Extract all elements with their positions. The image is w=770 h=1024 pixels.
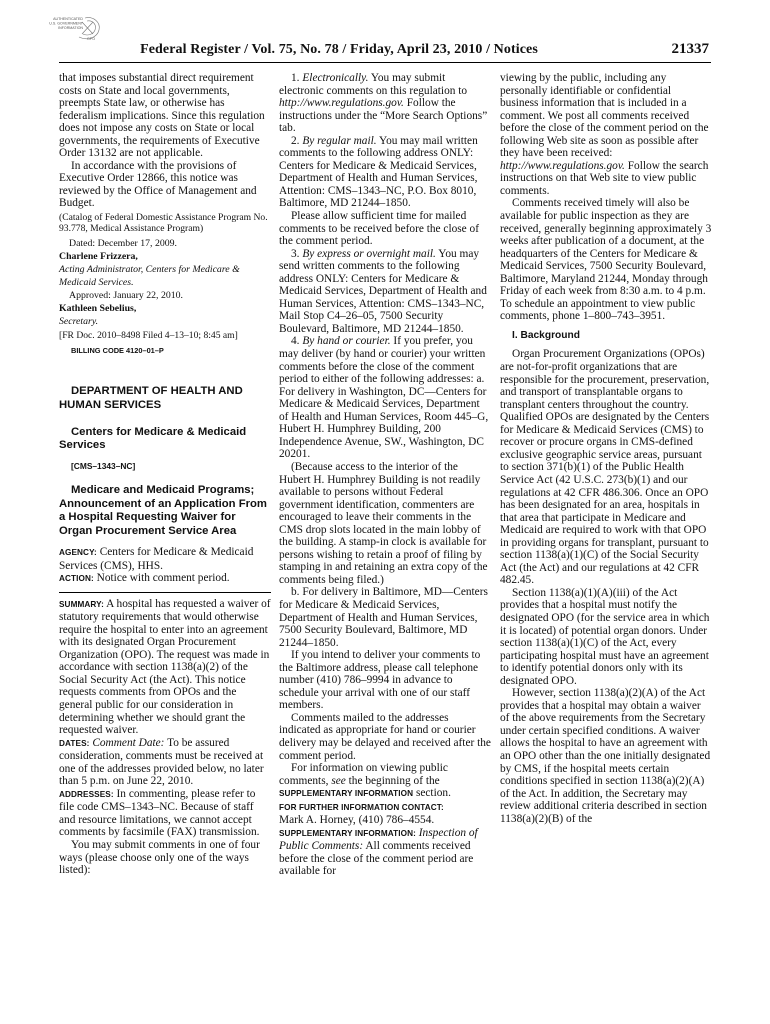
info-text: the beginning of the xyxy=(348,774,440,787)
item-text: Follow the instructions under the “More Search Options” tab. xyxy=(279,97,488,135)
paragraph: You may submit comments in one of four ways (please choose only one of the ways listed): xyxy=(59,839,260,877)
item-number: 4. xyxy=(291,335,300,348)
addresses-label: ADDRESSES: xyxy=(59,789,114,799)
agency-field xyxy=(59,546,271,572)
item-label: By express or overnight mail. xyxy=(302,247,436,260)
docket-number: [CMS–1343–NC] xyxy=(71,460,136,471)
action-field xyxy=(59,572,271,586)
paragraph: Section 1138(a)(1)(A)(iii) of the Act provides that a hospital must notify the designated OPO (for the service area in which it is located) of potential organ donors. Under section 1138(a)(1)(C) of the Act, every participating hospital must have an agreement to identify potential donors only with its designated OPO. xyxy=(500,586,710,687)
contact-text: Mark A. Horney, (410) 786–4554. xyxy=(279,814,435,827)
submission-method-mail xyxy=(279,135,491,210)
item-label: By regular mail. xyxy=(302,134,377,147)
info-text: section. xyxy=(415,787,451,800)
gpo-authentication-seal xyxy=(27,14,105,42)
signer-title: Acting Administrator, Centers for Medicare & Medicaid Services. xyxy=(59,264,240,289)
supplementary-text: All comments received before the close of the comment period are available for xyxy=(279,840,474,878)
page-header xyxy=(59,40,711,63)
item-number: 1. xyxy=(291,72,300,84)
summary-label: SUMMARY: xyxy=(59,599,104,609)
catalog-note: (Catalog of Federal Domestic Assistance Program No. 93.778, Medical Assistance Program) xyxy=(59,212,268,235)
department-heading: DEPARTMENT OF HEALTH AND HUMAN SERVICES xyxy=(59,385,243,411)
fr-doc-line: [FR Doc. 2010–8498 Filed 4–13–10; 8:45 am] xyxy=(59,330,238,342)
regulations-link[interactable]: http://www.regulations.gov. xyxy=(500,159,625,172)
paragraph xyxy=(500,72,712,197)
running-head: Federal Register / Vol. 75, No. 78 / Friday, April 23, 2010 / Notices xyxy=(140,42,538,57)
paragraph: Comments received timely will also be available for public inspection as they are received, generally beginning approximately 3 weeks after publication of a document, at the headquarters of the Centers for Medicare & Medicaid Services, 7500 Security Boulevard, Baltimore, Maryland 21244, Monday through Friday of each week from 8:30 a.m. to 4 p.m. To schedule an appointment to view public comments, phone 1–800–743–3951. xyxy=(500,197,712,323)
seal-line-1: AUTHENTICATED xyxy=(53,17,83,21)
paragraph: However, section 1138(a)(2)(A) of the Act provides that a hospital may obtain a waiver of the above requirements from the Secretary under certain specified conditions. A waiver allows the hospital to have an agreement with an OPO other than the one initially designated by CMS, if the hospital meets certain conditions specified in section 1138(a)(2)(A) of the Act. In addition, the Secretary may review additional criteria described in section 1138(a)(2)(B) of the xyxy=(500,687,711,825)
billing-code: BILLING CODE 4120–01–P xyxy=(71,345,164,355)
item-text: You may mail written comments to the following address ONLY: Centers for Medicare & Medicaid Services, Department of Health and Human Services, Attention: CMS–1343–NC, P.O. Box 8010, Baltimore, MD 21244–1850. xyxy=(279,134,478,210)
seal-line-3: INFORMATION xyxy=(58,26,83,30)
divider xyxy=(59,592,271,593)
approved-line: Approved: January 22, 2010. xyxy=(69,290,184,302)
item-text: You may send written comments to the following address ONLY: Centers for Medicare & Medicaid Services, Department of Health and Human Services, Attention: CMS–1343–NC, Mail Stop C4–26–05, 7500 Security Boulevard, Baltimore, MD 21244–1850. xyxy=(279,247,487,335)
action-text: Notice with comment period. xyxy=(96,572,230,585)
notice-title: Medicare and Medicaid Programs; Announcement of an Application From a Hospital Requesting Waiver for Organ Procurement Service Area xyxy=(59,484,267,537)
signer-title: Secretary. xyxy=(59,316,99,328)
paragraph-text: viewing by the public, including any personally identifiable or confidential business information that is included in a comment. We post all comments received before the close of the comment period on the following Web site as soon as possible after they have been received: xyxy=(500,72,709,160)
paragraph: If you intend to deliver your comments to the Baltimore address, please call telephone number (410) 786–9994 in advance to schedule your arrival with one of our staff members. xyxy=(279,649,481,712)
column-2 xyxy=(279,72,491,878)
submission-method-hand xyxy=(279,335,491,460)
item-label: By hand or courier. xyxy=(302,335,391,348)
info-text: For information on viewing public comments, xyxy=(279,762,448,787)
dates-field xyxy=(59,737,271,788)
dates-label: DATES: xyxy=(59,738,90,748)
seal-line-4: GPO xyxy=(87,37,95,41)
paragraph: that imposes substantial direct requirement costs on State and local governments, preempts State law, or otherwise has federalism implications. Since this regulation does not impose any costs on State or local governments, the requirements of Executive Order 13132 are not applicable. xyxy=(59,72,265,160)
item-text: If you prefer, you may deliver (by hand or courier) your written comments before the close of the comment period to either of the following addresses: a. For delivery in Washington, DC—Centers for Medicare & Medicaid Services, Department of Health and Human Services, Room 445–G, Hubert H. Humphrey Building, 200 Independence Avenue, SW., Washington, DC 20201. xyxy=(279,335,489,461)
action-label: ACTION: xyxy=(59,574,94,584)
contact-label: FOR FURTHER INFORMATION CONTACT: xyxy=(279,802,444,812)
item-number: 2. xyxy=(291,134,300,147)
public-comments-info xyxy=(279,762,491,801)
submission-method-express xyxy=(279,248,491,336)
paragraph: b. For delivery in Baltimore, MD—Centers for Medicare & Medicaid Services, Department of Health and Human Services, 7500 Security Boulevard, Baltimore, MD 21244–1850. xyxy=(279,586,488,649)
regulations-link[interactable]: http://www.regulations.gov. xyxy=(279,97,404,110)
paragraph: In accordance with the provisions of Executive Order 12866, this notice was reviewed by the Office of Management and Budget. xyxy=(59,159,257,210)
supplementary-label: SUPPLEMENTARY INFORMATION: xyxy=(279,828,416,838)
agency-label: AGENCY: xyxy=(59,547,97,557)
contact-field xyxy=(279,801,491,827)
paragraph: Organ Procurement Organizations (OPOs) are not-for-profit organizations that are responsible for the procurement, preservation, and transport of transplantable organs to transplant centers throughout the country. Qualified OPOs are designated by the Centers for Medicare & Medicaid Services (CMS) to recover or procure organs in CMS-defined exclusive geographic service areas, pursuant to section 371(b)(1) of the Public Health Service Act (42 U.S.C. 273(b)(1) and our regulations at 42 CFR 486.306. Once an OPO has been designated for an area, hospitals in that area that participate in Medicare and Medicaid are required to work with that OPO in providing organs for transplant, pursuant to section 1138(a)(1)(C) of the Social Security Act (the Act) and our regulations at 42 CFR 482.45. xyxy=(500,348,710,587)
paragraph-text: Follow the search instructions on that Web site to view public comments. xyxy=(500,159,709,197)
addresses-field xyxy=(59,788,271,839)
paragraph: (Because access to the interior of the Hubert H. Humphrey Building is not readily available to persons without Federal government identification, commenters are encouraged to leave their comments in the CMS drop slots located in the main lobby of the building. A stamp-in clock is available for persons wishing to retain a proof of filing by stamping in and retaining an extra copy of the comments being filed.) xyxy=(279,460,488,586)
section-heading: I. Background xyxy=(512,329,580,341)
supplementary-field xyxy=(279,827,491,878)
seal-line-2: U.S. GOVERNMENT xyxy=(49,21,83,26)
item-text: You may submit electronic comments on this regulation to xyxy=(279,72,468,97)
page-number: 21337 xyxy=(671,41,709,57)
agency-text: Centers for Medicare & Medicaid Services (CMS), HHS. xyxy=(59,545,254,572)
dated-line: Dated: December 17, 2009. xyxy=(69,238,178,250)
dates-italic: Comment Date: xyxy=(92,736,165,749)
item-number: 3. xyxy=(291,247,300,260)
summary-field xyxy=(59,598,271,737)
column-3 xyxy=(500,72,712,825)
signer-name: Kathleen Sebelius, xyxy=(59,303,137,315)
supplementary-italic: Inspection of Public Comments: xyxy=(279,826,478,853)
addresses-text: In commenting, please refer to file code CMS–1343–NC. Because of staff and resource limitations, we cannot accept comments by facsimile (FAX) transmission. xyxy=(59,787,260,839)
dates-text: To be assured consideration, comments must be received at one of the addresses provided below, no later than 5 p.m. on June 22, 2010. xyxy=(59,736,264,788)
column-1 xyxy=(59,72,271,877)
info-label: SUPPLEMENTARY INFORMATION xyxy=(279,789,414,799)
signer-name: Charlene Frizzera, xyxy=(59,251,138,263)
agency-heading: Centers for Medicare & Medicaid Services xyxy=(59,425,247,452)
info-see: see xyxy=(331,774,346,787)
summary-text: A hospital has requested a waiver of statutory requirements that would otherwise require the hospital to enter into an agreement with its designated Organ Procurement Organization (OPO). The request was made in accordance with section 1138(a)(2) of the Social Security Act (the Act). This notice requests comments from OPOs and the general public for our consideration in determining whether we should grant the requested waiver. xyxy=(59,597,271,737)
item-label: Electronically. xyxy=(302,72,369,84)
submission-method-electronic xyxy=(279,72,491,135)
paragraph: Comments mailed to the addresses indicated as appropriate for hand or courier delivery may be delayed and received after the comment period. xyxy=(279,711,491,762)
paragraph: Please allow sufficient time for mailed comments to be received before the close of the comment period. xyxy=(279,210,480,248)
